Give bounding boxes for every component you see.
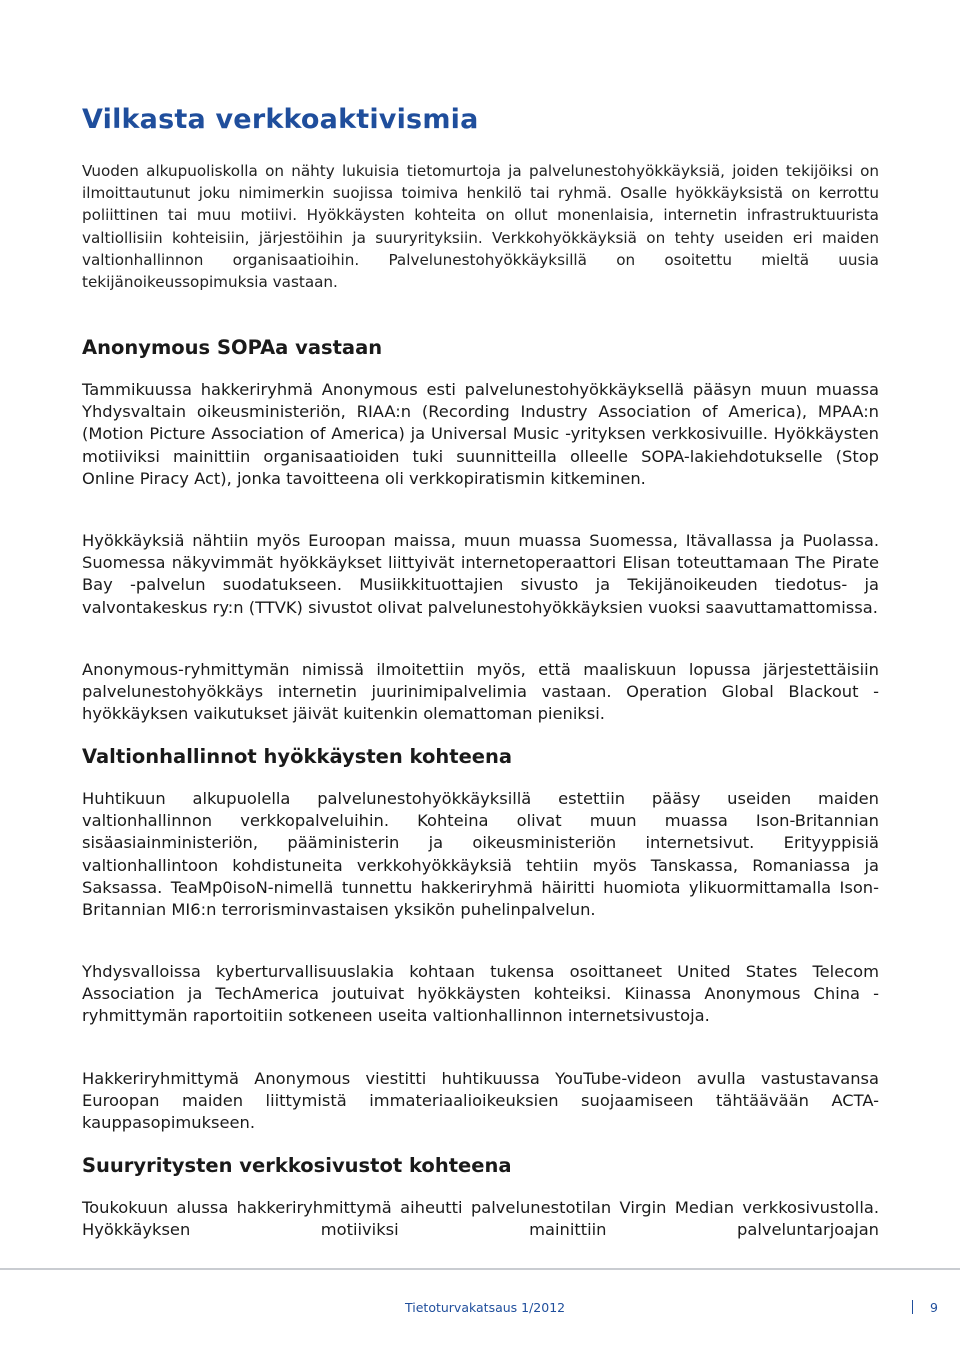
footer-separator: [912, 1300, 913, 1314]
paragraph-block: [82, 659, 879, 726]
page-title: Vilkasta verkkoaktivismia: [82, 104, 479, 135]
footer-divider: [0, 1268, 960, 1270]
footer-publication: Tietoturvakatsaus 1/2012: [405, 1300, 566, 1315]
intro-paragraph: Vuoden alkupuoliskolla on nähty lukuisia tietomurtoja ja palvelunestohyökkäyksiä, joiden tekijöiksi on ilmoittautunut joku nimimerkin suojissa toimiva henkilö tai ryhmä. Osalle hyökkäyksistä on kerrottu poliittinen tai muu motiivi. Hyökkäysten kohteita on ollut monenlaisia, internetin infrastruktuurista valtiollisiin kohteisiin, järjestöihin ja suuryrityksiin. Verkkohyökkäyksiä on tehty useiden eri maiden valtionhallinnon organisaatioihin. Palvelunestohyökkäyksillä on osoitettu mieltä uusia tekijänoikeussopimuksia vastaan.: [82, 162, 879, 292]
body-paragraph: Yhdysvalloissa kyberturvallisuuslakia kohtaan tukensa osoittaneet United States Telecom Association ja TechAmerica joutuivat hyökkäysten kohteiksi. Kiinassa Anonymous China -ryhmittymän raportoitiin sotkeneen useita valtionhallinnon internetsivustoja.: [82, 962, 879, 1026]
section-heading-anonymous-sopa: Anonymous SOPAa vastaan: [82, 336, 383, 359]
paragraph-block: [82, 1197, 879, 1241]
paragraph-block: [82, 1068, 879, 1135]
paragraph-block: [82, 530, 879, 619]
paragraph-block: [82, 379, 879, 490]
body-paragraph: Anonymous-ryhmittymän nimissä ilmoitettiin myös, että maaliskuun lopussa järjestettäisiin palvelunestohyökkäys internetin juurinimipalvelimia vastaan. Operation Global Blackout -hyökkäyksen vaikutukset jäivät kuitenkin olemattoman pieniksi.: [82, 660, 879, 724]
body-paragraph: Huhtikuun alkupuolella palvelunestohyökkäyksillä estettiin pääsy useiden maiden valtionhallinnon verkkopalveluihin. Kohteina olivat muun muassa Ison-Britannian sisäasiainministeriön, pääministerin ja oikeusministeriön internetsivut. Erityyppisiä valtionhallintoon kohdistuneita verkkohyökkäyksiä tehtiin myös Tanskassa, Romaniassa ja Saksassa. TeaMp0isoN-nimellä tunnettu hakkeriryhmä häiritti huomiota ylikuormittamalla Ison-Britannian MI6:n terrorisminvastaisen yksikön puhelinpalvelun.: [82, 789, 879, 920]
body-paragraph: Hyökkäyksiä nähtiin myös Euroopan maissa, muun muassa Suomessa, Itävallassa ja Puolassa. Suomessa näkyvimmät hyökkäykset liittyivät internetoperaattori Elisan toteuttamaan The Pirate Bay -palvelun suodatukseen. Musiikkituottajien sivusto ja Tekijänoikeuden tiedotus- ja valvontakeskus ry:n (TTVK) sivustot olivat palvelunestohyökkäyksien vuoksi saavuttamattomissa.: [82, 531, 879, 617]
page-number: 9: [930, 1300, 938, 1315]
body-paragraph: Toukokuun alussa hakkeriryhmittymä aiheutti palvelunestotilan Virgin Median verkkosivustolla. Hyökkäyksen motiiviksi mainittiin palveluntarjoajan: [82, 1198, 879, 1240]
section-heading-suuryritykset: Suuryritysten verkkosivustot kohteena: [82, 1154, 512, 1177]
intro-paragraph-block: [82, 160, 879, 293]
body-paragraph: Hakkeriryhmittymä Anonymous viestitti huhtikuussa YouTube-videon avulla vastustavansa Euroopan maiden liittymistä immateriaalioikeuksien suojaamiseen tähtäävään ACTA-kauppasopimukseen.: [82, 1069, 879, 1133]
section-heading-valtionhallinnot: Valtionhallinnot hyökkäysten kohteena: [82, 745, 513, 768]
paragraph-block: [82, 961, 879, 1028]
paragraph-block: [82, 788, 879, 921]
body-paragraph: Tammikuussa hakkeriryhmä Anonymous esti palvelunestohyökkäyksellä pääsyn muun muassa Yhdysvaltain oikeusministeriön, RIAA:n (Recording Industry Association of America), MPAA:n (Motion Picture Association of America) ja Universal Music -yrityksen verkkosivuille. Hyökkäysten motiiviksi mainittiin organisaatioiden tuki suunnitteilla olleelle SOPA-lakiehdotukselle (Stop Online Piracy Act), jonka tavoitteena oli verkkopiratismin kitkeminen.: [82, 380, 879, 488]
